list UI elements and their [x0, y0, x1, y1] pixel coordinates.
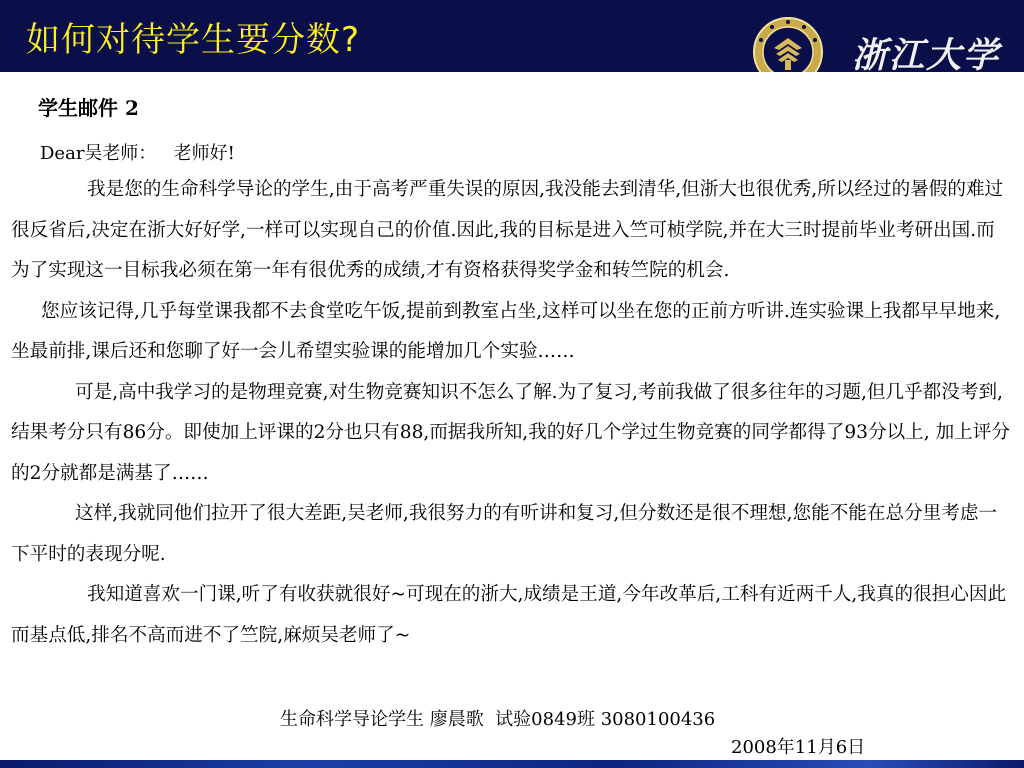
footer-band: [0, 760, 1024, 768]
email-heading: 学生邮件 2: [38, 96, 139, 120]
university-logo-text: 浙江大学: [852, 35, 1001, 76]
email-paragraph-1: 我是您的生命科学导论的学生,由于高考严重失误的原因,我没能去到清华,但浙大也很优秀,所以经过的暑假的难过很反省后,决定在浙大好好学,一样可以实现自己的价值.因此,我的目标是进入竺可桢学院,并在大三时提前毕业考研出国.而为了实现这一目标我必须在第一年有很优秀的成绩,才有资格获得奖学金和转竺院的机会.: [11, 179, 1004, 281]
email-paragraph-3: 可是,高中我学习的是物理竞赛,对生物竞赛知识不怎么了解.为了复习,考前我做了很多往年的习题,但几乎都没考到,结果考分只有86分。即使加上评课的2分也只有88,而据我所知,我的好几个学过生物竞赛的同学都得了93分以上, 加上评分的2分就都是满基了……: [11, 381, 1010, 484]
slide-title: 如何对待学生要分数?: [26, 20, 361, 60]
email-salutation: Dear吴老师： 老师好!: [40, 143, 235, 164]
email-body: [11, 170, 1011, 656]
university-seal-icon: [752, 16, 824, 88]
email-paragraph-2: 您应该记得,几乎每堂课我都不去食堂吃午饭,提前到教室占坐,这样可以坐在您的正前方听讲.连实验课上我都早早地来,坐最前排,课后还和您聊了好一会儿希望实验课的能增加几个实验……: [11, 300, 1001, 362]
email-paragraph-4: 这样,我就同他们拉开了很大差距,吴老师,我很努力的有听讲和复习,但分数还是很不理想,您能不能在总分里考虑一下平时的表现分呢.: [11, 503, 998, 565]
email-date: 2008年11月6日: [731, 737, 866, 758]
slide-header: [0, 0, 1024, 76]
email-paragraph-5: 我知道喜欢一门课,听了有收获就很好~可现在的浙大,成绩是王道,今年改革后,工科有近两千人,我真的很担心因此而基点低,排名不高而进不了竺院,麻烦吴老师了~: [11, 584, 1007, 646]
email-signature: 生命科学导论学生 廖晨歌 试验0849班 3080100436: [280, 709, 716, 730]
